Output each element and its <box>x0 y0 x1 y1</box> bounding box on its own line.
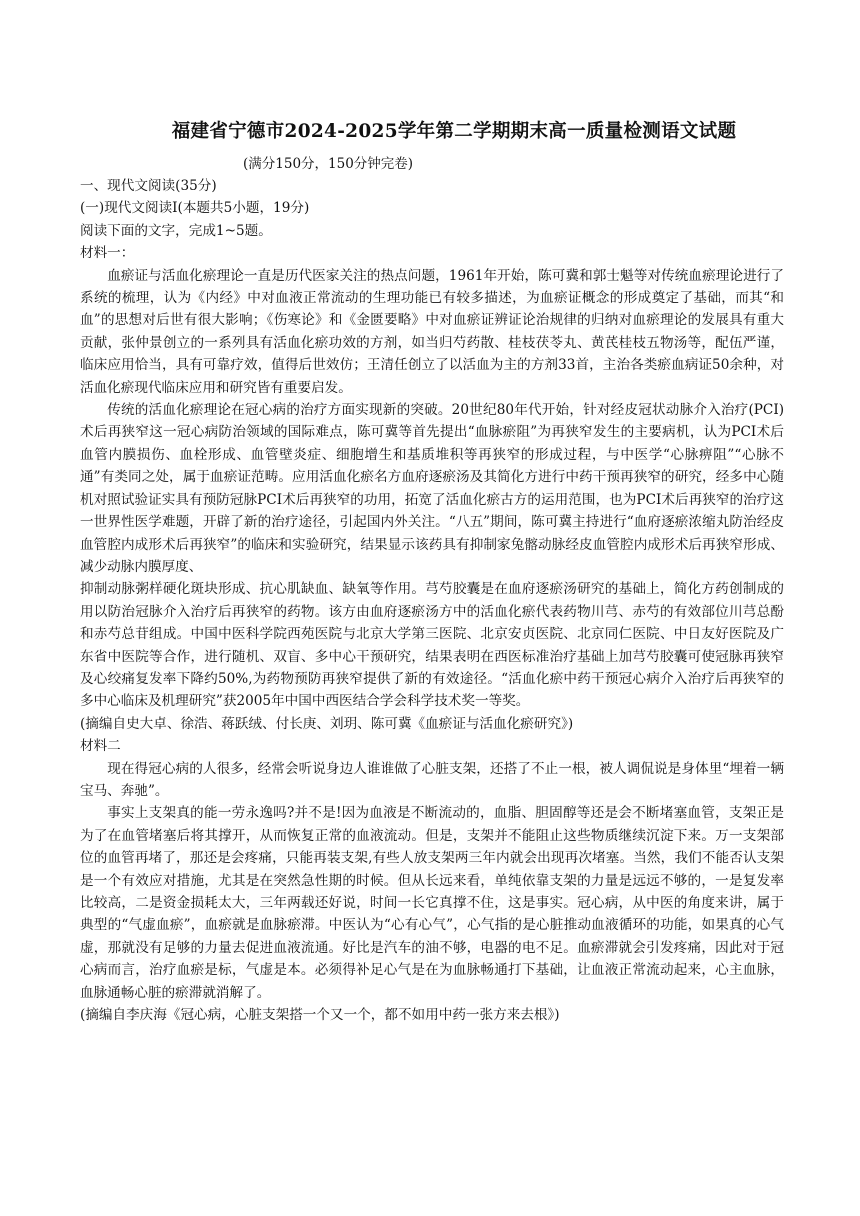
material-one-paragraph-2: 传统的活血化瘀理论在冠心病的治疗方面实现新的突破。20世纪80年代开始，针对经皮冠状动脉介入治疗(PCI)术后再狭窄这一冠心病防治领域的国际难点，陈可冀等首先提出“血脉瘀阻”为再狭窄发生的主要病机，认为PCI术后血管内膜损伤、血栓形成、血管壁炎症、细胞增生和基质堆积等再狭窄的形成过程，与中医学“心脉痹阻”“心脉不通”有类同之处，属于血瘀证范畴。应用活血化瘀名方血府逐瘀汤及其简化方进行中药干预再狭窄的研究，经多中心随机对照试验证实具有预防冠脉PCI术后再狭窄的功用，拓宽了活血化瘀古方的运用范围，也为PCI术后再狭窄的治疗这一世界性医学难题，开辟了新的治疗途径，引起国内外关注。“八五”期间，陈可冀主持进行“血府逐瘀浓缩丸防治经皮血管腔内成形术后再狭窄”的临床和实验研究，结果显示该药具有抑制家兔髂动脉经皮血管腔内成形术后再狭窄形成、减少动脉内膜厚度、 <box>80 402 784 575</box>
material-two-label: 材料二 <box>80 738 121 755</box>
document-body <box>80 175 784 1026</box>
material-two-paragraph-2: 事实上支架真的能一劳永逸吗?并不是!因为血液是不断流动的，血脂、胆固醇等还是会不断堵塞血管，支架正是为了在血管堵塞后将其撑开，从而恢复正常的血液流动。但是，支架并不能阻止这些物质继续沉淀下来。万一支架部位的血管再堵了，那还是会疼痛，只能再装支架,有些人放支架两三年内就会出现再次堵塞。当然，我们不能否认支架是一个有效应对措施，尤其是在突然急性期的时候。但从长远来看，单纯依靠支架的力量是远远不够的，一是复发率比较高，二是资金损耗太大，三年两载还好说，时间一长它真撑不住，这是事实。冠心病，从中医的角度来讲，属于典型的“气虚血瘀”，血瘀就是血脉瘀滞。中医认为“心有心气”，心气指的是心脏推动血液循环的功能，如果真的心气虚，那就没有足够的力量去促进血液流通。好比是汽车的油不够，电器的电不足。血瘀滞就会引发疼痛，因此对于冠心病而言，治疗血瘀是标，气虚是本。必须得补足心气是在为血脉畅通打下基础，让血液正常流动起来，心主血脉，血脉通畅心脏的瘀滞就消解了。 <box>80 805 784 1001</box>
material-one-source: (摘编自史大卓、徐浩、蒋跃绒、付长庚、刘玥、陈可冀《血瘀证与活血化瘀研究》) <box>80 715 574 732</box>
material-one-paragraph-2-continued: 抑制动脉粥样硬化斑块形成、抗心肌缺血、缺氧等作用。芎芍胶囊是在血府逐瘀汤研究的基础上，简化方药创制成的用以防治冠脉介入治疗后再狭窄的药物。该方由血府逐瘀汤方中的活血化瘀代表药物川芎、赤芍的有效部位川芎总酚和赤芍总苷组成。中国中医科学院西苑医院与北京大学第三医院、北京安贞医院、北京同仁医院、中日友好医院及广东省中医院等合作，进行随机、双盲、多中心干预研究，结果表明在西医标准治疗基础上加芎芍胶囊可使冠脉再狭窄及心绞痛复发率下降约50%,为药物预防再狭窄提供了新的有效途径。“活血化瘀中药干预冠心病介入治疗后再狭窄的多中心临床及机理研究”获2005年中国中西医结合学会科学技术奖一等奖。 <box>80 581 784 710</box>
reading-instruction: 阅读下面的文字，完成1~5题。 <box>80 222 272 239</box>
subsection-heading: (一)现代文阅读Ⅰ(本题共5小题，19分) <box>80 200 310 217</box>
material-two-source: (摘编自李庆海《冠心病，心脏支架搭一个又一个，都不如用中药一张方来去根》) <box>80 1007 560 1024</box>
material-one-paragraph-1: 血瘀证与活血化瘀理论一直是历代医家关注的热点问题，1961年开始，陈可冀和郭士魁等对传统血瘀理论进行了系统的梳理，认为《内经》中对血液正常流动的生理功能已有较多描述，为血瘀证概念的形成奠定了基础，而其“和血”的思想对后世有很大影响；《伤寒论》和《金匮要略》中对血瘀证辨证论治规律的归纳对血瘀理论的发展具有重大贡献，张仲景创立的一系列具有活血化瘀功效的方剂，如当归芍药散、桂枝茯苓丸、黄芪桂枝五物汤等，配伍严谨，临床应用恰当，具有可靠疗效，值得后世效仿；王清任创立了以活血为主的方剂33首，主治各类瘀血病证50余种，对活血化瘀现代临床应用和研究皆有重要启发。 <box>80 267 784 396</box>
exam-subtitle: (满分150分，150分钟完卷) <box>243 156 414 172</box>
material-two-paragraph-1: 现在得冠心病的人很多，经常会听说身边人谁谁做了心脏支架，还搭了不止一根，被人调侃说是身体里“埋着一辆宝马、奔驰”。 <box>80 760 784 799</box>
page-title: 福建省宁德市2024-2025学年第二学期期末高一质量检测语文试题 <box>171 121 737 142</box>
material-one-label: 材料一： <box>80 245 135 262</box>
section-heading: 一、现代文阅读(35分) <box>80 178 217 194</box>
